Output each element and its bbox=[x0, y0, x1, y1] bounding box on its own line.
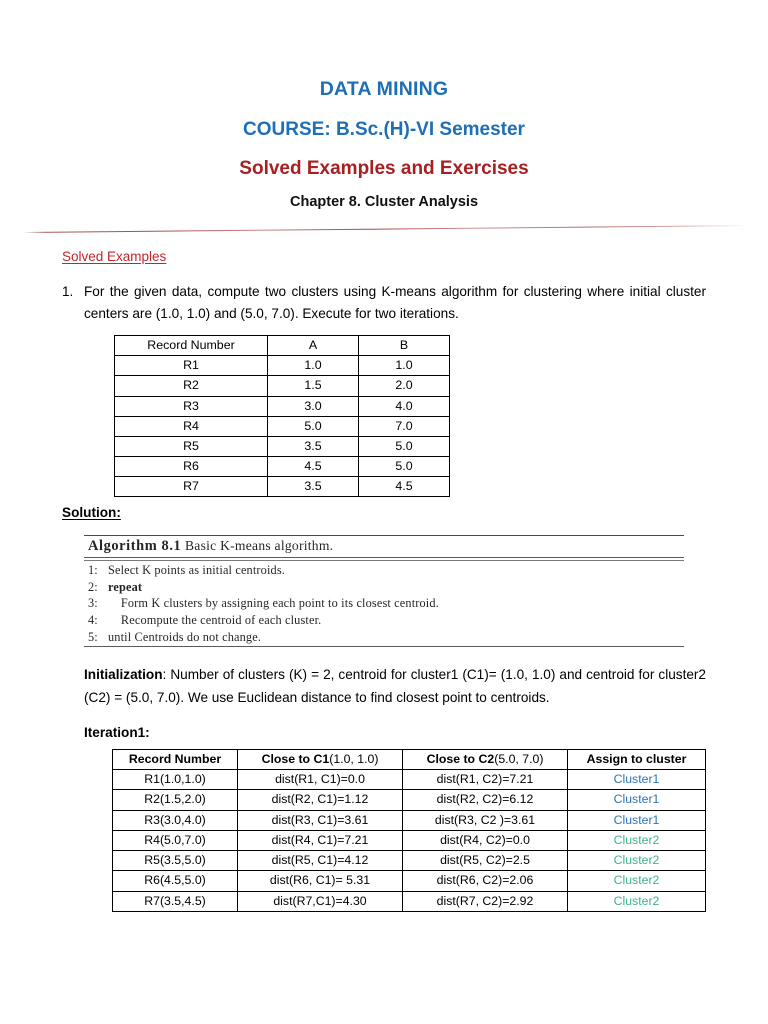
cell-dist-c2: dist(R2, C2)=6.12 bbox=[403, 790, 568, 810]
chapter-title: Chapter 8. Cluster Analysis bbox=[289, 193, 479, 210]
cell-record: R6(4.5,5.0) bbox=[113, 871, 238, 891]
column-header-c1 bbox=[238, 749, 403, 769]
column-header-a: A bbox=[268, 336, 359, 356]
column-header-assign: Assign to cluster bbox=[568, 749, 706, 769]
algorithm-box bbox=[84, 535, 684, 647]
initialization-text: : Number of clusters (K) = 2, centroid for cluster1 (C1)= (1.0, 1.0) and centroid for cluster2 (C2) = (5.0, 7.0). We use Euclidean distance to find closest point to centroids. bbox=[84, 667, 706, 705]
cell-record: R4 bbox=[115, 416, 268, 436]
solution-label: Solution: bbox=[62, 505, 121, 521]
cell-assign: Cluster2 bbox=[568, 891, 706, 911]
cell-dist-c1: dist(R6, C1)= 5.31 bbox=[238, 871, 403, 891]
column-header-record: Record Number bbox=[115, 336, 268, 356]
cell-record: R2(1.5,2.0) bbox=[113, 790, 238, 810]
cell-record: R7 bbox=[115, 477, 268, 497]
cell-assign: Cluster1 bbox=[568, 810, 706, 830]
cell-dist-c1: dist(R1, C1)=0.0 bbox=[238, 770, 403, 790]
cell-record: R7(3.5,4.5) bbox=[113, 891, 238, 911]
cell-b: 7.0 bbox=[359, 416, 450, 436]
cell-b: 2.0 bbox=[359, 376, 450, 396]
cell-dist-c1: dist(R2, C1)=1.12 bbox=[238, 790, 403, 810]
cell-record: R3 bbox=[115, 396, 268, 416]
algorithm-title-label: Algorithm 8.1 bbox=[88, 538, 182, 555]
cell-a: 3.5 bbox=[268, 436, 359, 456]
iteration-label: Iteration1: bbox=[84, 724, 150, 740]
table-row bbox=[113, 770, 706, 790]
header-divider bbox=[24, 222, 746, 244]
cell-assign: Cluster1 bbox=[568, 770, 706, 790]
initialization-paragraph bbox=[62, 664, 706, 709]
cell-assign: Cluster1 bbox=[568, 790, 706, 810]
table-row bbox=[113, 810, 706, 830]
section-subheading: Solved Examples bbox=[62, 249, 167, 264]
table-header-row bbox=[115, 336, 450, 356]
algorithm-step-number: 5: bbox=[88, 629, 98, 644]
cell-record: R5 bbox=[115, 436, 268, 456]
cell-b: 4.0 bbox=[359, 396, 450, 416]
cell-a: 1.0 bbox=[268, 356, 359, 376]
table-row bbox=[115, 436, 450, 456]
algorithm-step-number: 1: bbox=[88, 562, 98, 577]
cell-dist-c2: dist(R3, C2 )=3.61 bbox=[403, 810, 568, 830]
algorithm-step-text: Recompute the centroid of each cluster. bbox=[108, 612, 322, 627]
question-number: 1. bbox=[62, 284, 74, 300]
iteration1-table bbox=[112, 749, 706, 912]
column-header-c2 bbox=[403, 749, 568, 769]
cell-dist-c2: dist(R6, C2)=2.06 bbox=[403, 871, 568, 891]
table-header-row bbox=[113, 749, 706, 769]
question-text: For the given data, compute two clusters using K-means algorithm for clustering where initial cluster centers are (1.0, 1.0) and (5.0, 7.0). Execute for two iterations. bbox=[84, 284, 706, 322]
algorithm-step-number: 3: bbox=[88, 596, 98, 611]
table-row bbox=[113, 851, 706, 871]
algorithm-step-text: until Centroids do not change. bbox=[108, 629, 262, 644]
cell-dist-c2: dist(R1, C2)=7.21 bbox=[403, 770, 568, 790]
cell-record: R3(3.0,4.0) bbox=[113, 810, 238, 830]
cell-record: R1 bbox=[115, 356, 268, 376]
record-data-table bbox=[114, 335, 450, 497]
table-row bbox=[115, 416, 450, 436]
algorithm-step bbox=[88, 562, 684, 579]
algorithm-step bbox=[88, 579, 684, 596]
algorithm-title-rest: Basic K-means algorithm. bbox=[181, 538, 334, 554]
table-row bbox=[115, 356, 450, 376]
cell-a: 5.0 bbox=[268, 416, 359, 436]
table-row bbox=[115, 477, 450, 497]
table-row bbox=[113, 871, 706, 891]
cell-assign: Cluster2 bbox=[568, 851, 706, 871]
cell-dist-c2: dist(R7, C2)=2.92 bbox=[403, 891, 568, 911]
column-header-c1-label: Close to C1 bbox=[261, 751, 330, 766]
cell-a: 4.5 bbox=[268, 456, 359, 476]
algorithm-step-text: Form K clusters by assigning each point to its closest centroid. bbox=[108, 596, 439, 611]
algorithm-step bbox=[88, 595, 684, 612]
table-row bbox=[115, 456, 450, 476]
cell-dist-c1: dist(R5, C1)=4.12 bbox=[238, 851, 403, 871]
page-title: DATA MINING bbox=[319, 78, 449, 100]
document-header bbox=[62, 0, 706, 209]
algorithm-title bbox=[84, 536, 684, 557]
table-row bbox=[115, 376, 450, 396]
cell-record: R6 bbox=[115, 456, 268, 476]
algorithm-bottom-rule bbox=[84, 646, 684, 647]
column-header-c2-label: Close to C2 bbox=[426, 751, 495, 766]
cell-assign: Cluster2 bbox=[568, 830, 706, 850]
algorithm-step-text: Select K points as initial centroids. bbox=[108, 562, 285, 577]
document-subtitle: Solved Examples and Exercises bbox=[239, 157, 529, 179]
course-subtitle: COURSE: B.Sc.(H)-VI Semester bbox=[243, 118, 525, 140]
algorithm-step-number: 2: bbox=[88, 579, 98, 594]
cell-a: 1.5 bbox=[268, 376, 359, 396]
cell-b: 5.0 bbox=[359, 436, 450, 456]
column-header-c2-coord: (5.0, 7.0) bbox=[494, 751, 544, 766]
cell-dist-c1: dist(R4, C1)=7.21 bbox=[238, 830, 403, 850]
cell-dist-c2: dist(R5, C2)=2.5 bbox=[403, 851, 568, 871]
cell-dist-c2: dist(R4, C2)=0.0 bbox=[403, 830, 568, 850]
cell-a: 3.0 bbox=[268, 396, 359, 416]
algorithm-step bbox=[88, 612, 684, 629]
cell-b: 5.0 bbox=[359, 456, 450, 476]
cell-b: 4.5 bbox=[359, 477, 450, 497]
cell-record: R4(5.0,7.0) bbox=[113, 830, 238, 850]
cell-record: R1(1.0,1.0) bbox=[113, 770, 238, 790]
column-header-record: Record Number bbox=[113, 749, 238, 769]
column-header-b: B bbox=[359, 336, 450, 356]
cell-dist-c1: dist(R3, C1)=3.61 bbox=[238, 810, 403, 830]
red-horizontal-rule bbox=[24, 225, 746, 233]
cell-record: R2 bbox=[115, 376, 268, 396]
algorithm-steps bbox=[84, 561, 684, 647]
table-row bbox=[113, 891, 706, 911]
cell-a: 3.5 bbox=[268, 477, 359, 497]
table-row bbox=[113, 830, 706, 850]
solved-examples-section bbox=[62, 249, 706, 912]
cell-assign: Cluster2 bbox=[568, 871, 706, 891]
algorithm-step-number: 4: bbox=[88, 612, 98, 627]
cell-dist-c1: dist(R7,C1)=4.30 bbox=[238, 891, 403, 911]
algorithm-step bbox=[88, 629, 684, 646]
initialization-label: Initialization bbox=[84, 667, 163, 683]
table-row bbox=[115, 396, 450, 416]
cell-b: 1.0 bbox=[359, 356, 450, 376]
question-item bbox=[62, 281, 706, 325]
column-header-c1-coord: (1.0, 1.0) bbox=[329, 751, 379, 766]
cell-record: R5(3.5,5.0) bbox=[113, 851, 238, 871]
algorithm-step-text: repeat bbox=[108, 579, 143, 594]
table-row bbox=[113, 790, 706, 810]
